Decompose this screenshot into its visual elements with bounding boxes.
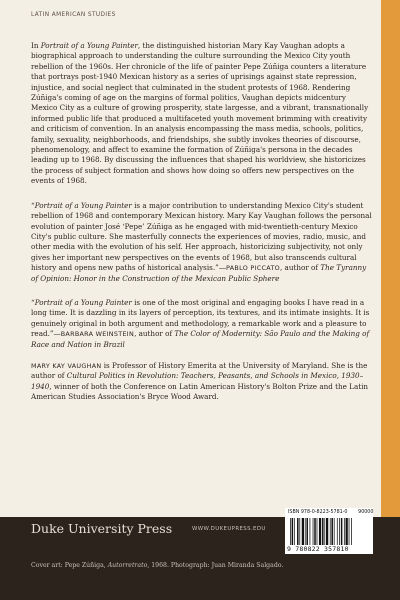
barcode-bar <box>351 518 352 545</box>
barcode-bar <box>339 518 340 545</box>
cover-copy <box>31 41 372 403</box>
barcode-bar <box>349 518 350 545</box>
barcode-bar <box>319 518 321 545</box>
blurb-book-title: Portrait of a Young Painter <box>34 297 132 307</box>
barcode-bar <box>317 518 318 545</box>
barcode-bar <box>306 518 308 545</box>
publisher-url: WWW.DUKEUPRESS.EDU <box>192 526 266 532</box>
blurb-book-title: Portrait of a Young Painter <box>34 200 132 210</box>
blurb-author-book: The Color of Modernity: São Paulo and the Making of Race and Nation in Brazil <box>31 329 370 349</box>
publisher-name: Duke University Press <box>31 521 173 536</box>
barcode-digits: 9 780822 357810 <box>287 545 349 553</box>
bio-author-name: MARY KAY VAUGHAN <box>31 361 102 370</box>
barcode-bar <box>324 518 325 545</box>
barcode-icon <box>290 518 368 545</box>
barcode-bar <box>331 518 333 545</box>
barcode-bar <box>310 518 311 545</box>
barcode-bar <box>302 518 304 545</box>
barcode-bar <box>297 518 299 545</box>
barcode-bar <box>334 518 335 545</box>
barcode-bar <box>313 518 314 545</box>
blurb-author: BARBARA WEINSTEIN <box>60 330 135 339</box>
blurb-author-book: The Tyranny of Opinion: Honor in the Construction of the Mexican Public Sphere <box>31 263 367 283</box>
blurb-weinstein: “Portrait of a Young Painter is one of the most original and engaging books I have read in a long time. It is dazzling in its layers of perception, its textures, and its intimate insights. It is genuinely original in both argument and methodology, a remarkable work and a pleasure to read.”—BARBARA WEINSTEIN, author of The Color of Modernity: São Paulo and the Making of Race and Nation in Brazil <box>31 297 370 349</box>
book-description: In Portrait of a Young Painter, the distinguished historian Mary Kay Vaughan adopts a biographical approach to understanding the culture surrounding the Mexico City youth rebellion of the 1960s. Her chronicle of the life of painter Pepe Zúñiga counters a literature that portrays post-1940 Mexican history as a series of uprisings against state repression, injustice, and social neglect that culminated in the student protests of 1968. Rendering Zúñiga's coming of age on the margins of formal politics, Vaughan depicts midcentury Mexico City as a culture of growing prosperity, state largesse, and a vibrant, transnationally informed public life that produced a multifaceted youth movement brimming with creativity and criticism of convention. In an analysis encompassing the mass media, schools, politics, family, sexuality, neighborhoods, and friendships, she subtly invokes theories of discourse, phenomenology, and affect to examine the formation of Zúñiga's persona in the decades leading up to 1968. By discussing the influences that shaped his worldview, she historicizes the process of subject formation and shows how doing so offers new perspectives on the events of 1968. <box>31 41 369 186</box>
isbn-label: ISBN 978-0-8223-5781-0 90000 <box>288 510 374 515</box>
barcode-bar <box>341 518 343 545</box>
barcode-bar <box>337 518 338 545</box>
barcode-bar <box>314 518 316 545</box>
bio-book-title: Cultural Politics in Revolution: Teachers, Peasants, and Schools in Mexico, 1930–1940 <box>31 371 364 391</box>
barcode-bar <box>299 518 300 545</box>
book-title: Portrait of a Young Painter <box>40 41 138 50</box>
barcode-bar <box>292 518 294 545</box>
blurb-author: PABLO PICCATO <box>226 264 280 273</box>
author-bio: MARY KAY VAUGHAN is Professor of History Emerita at the University of Maryland. She is the author of Cultural Politics in Revolution: Teachers, Peasants, and Schools in Mexico, 1930–1940, winner of both the Conference on Latin American History's Bolton Prize and the Latin American Studies Association's Bryce Wood Award. <box>31 360 369 402</box>
barcode-bar <box>294 518 295 545</box>
blurb-piccato: “Portrait of a Young Painter is a major contribution to understanding Mexico City's student rebellion of 1968 and contemporary Mexican history. Mary Kay Vaughan follows the personal evolution of painter José ‘Pepe’ Zúñiga as he engaged with mid-twentieth-century Mexico City's public culture. She masterfully connects the experiences of movies, radio, music, and other media with the evolution of his self. Her approach, historicizing subjectivity, not only gives her important new perspectives on the events of 1968, but also transcends cultural history and opens new paths of historical analysis.”—PABLO PICCATO, author of The Tyranny of Opinion: Honor in the Construction of the Mexican Public Sphere <box>31 200 372 283</box>
accent-bar <box>381 0 400 517</box>
barcode-bar <box>330 518 331 545</box>
barcode-bar <box>326 518 328 545</box>
cover-credit: Cover art: Pepe Zúñiga, Autorretrato, 1968. Photograph: Juan Miranda Salgado. <box>31 562 284 569</box>
series-label: LATIN AMERICAN STUDIES <box>31 12 116 18</box>
barcode-bar <box>344 518 345 545</box>
barcode-bar <box>305 518 306 545</box>
barcode-bar <box>290 518 291 545</box>
barcode-bar <box>322 518 324 545</box>
barcode-bar <box>346 518 348 545</box>
